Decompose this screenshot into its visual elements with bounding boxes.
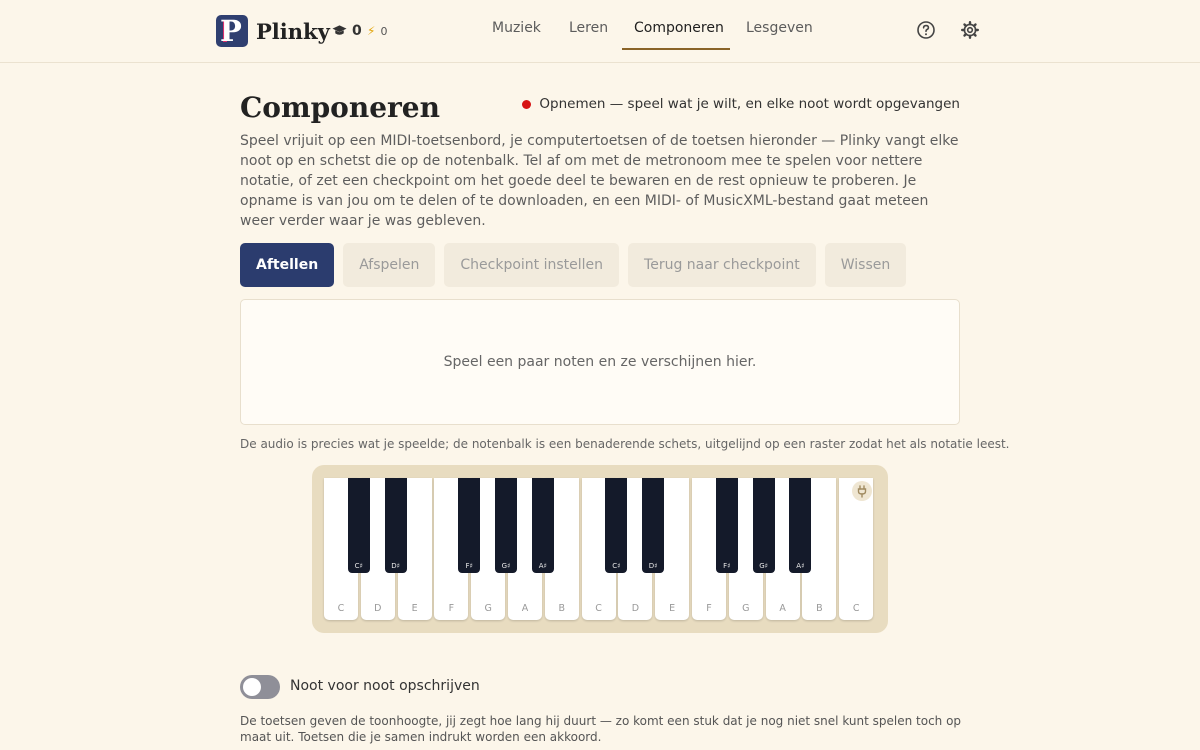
- black-key[interactable]: [348, 478, 370, 573]
- clear-button[interactable]: Wissen: [825, 243, 907, 287]
- recording-status-text: Opnemen — speel wat je wilt, en elke noot wordt opgevangen: [539, 96, 960, 112]
- black-key-label: C♯: [612, 562, 621, 570]
- mortarboard-counter: [332, 22, 362, 40]
- white-key-label: A: [521, 603, 529, 614]
- note-by-note-label: Noot voor noot opschrijven: [290, 678, 480, 694]
- black-key[interactable]: [458, 478, 480, 573]
- logo-letter: P: [220, 14, 242, 48]
- white-key-label: C: [852, 603, 860, 614]
- white-key-label: D: [631, 603, 640, 614]
- staff-empty-text: Speel een paar noten en ze verschijnen hier.: [443, 354, 757, 370]
- black-key-label: F♯: [723, 562, 731, 570]
- black-key-label: G♯: [759, 562, 768, 570]
- white-key-label: G: [742, 603, 750, 614]
- piano-keyboard: [312, 465, 888, 633]
- tab-leren[interactable]: Leren: [569, 20, 609, 36]
- intro-text: Speel vrijuit op een MIDI-toetsenbord, je computertoetsen of de toetsen hieronder — Plinky vangt elke noot op en schetst die op de notenbalk. Tel af om met de metronoom mee te spelen voor nettere notatie, of zet een checkpoint om het goede deel te bewaren en de rest opnieuw te proberen. Je opname is van jou om te delen of te downloaden, en een MIDI- of MusicXML-bestand gaat meteen weer verder waar je was gebleven.: [240, 133, 959, 229]
- plinky-logo[interactable]: [216, 15, 248, 47]
- recording-status: [522, 96, 960, 112]
- top-bar: [0, 0, 1200, 63]
- bolt-icon: ⚡: [367, 24, 376, 38]
- streak-counter: [367, 22, 387, 40]
- black-key[interactable]: [495, 478, 517, 573]
- gear-icon: [960, 20, 980, 40]
- black-key-label: A♯: [538, 562, 547, 570]
- white-key-label: A: [779, 603, 786, 614]
- white-key-label: C: [595, 603, 602, 614]
- streak-count: 0: [380, 24, 388, 38]
- white-key-label: B: [816, 603, 823, 614]
- black-key-label: A♯: [796, 562, 805, 570]
- toggle-knob: [243, 678, 261, 696]
- tab-componeren[interactable]: Componeren: [634, 20, 724, 36]
- mortarboard-icon: [332, 24, 347, 38]
- black-key-label: D♯: [391, 562, 400, 570]
- black-key[interactable]: [716, 478, 738, 573]
- black-key-label: F♯: [465, 562, 473, 570]
- white-key-label: G: [484, 603, 492, 614]
- black-key-label: D♯: [648, 562, 658, 570]
- page-title: Componeren: [240, 91, 440, 124]
- white-key-label: D: [374, 603, 382, 614]
- tab-muziek[interactable]: Muziek: [492, 20, 541, 36]
- countdown-button[interactable]: Aftellen: [240, 243, 334, 287]
- note-by-note-toggle[interactable]: [240, 675, 280, 699]
- black-key-label: C♯: [354, 562, 363, 570]
- white-key-label: F: [448, 603, 455, 614]
- white-key-label: F: [706, 603, 712, 614]
- black-key-label: G♯: [501, 562, 511, 570]
- mortarboard-count: 0: [352, 23, 362, 39]
- help-button[interactable]: [916, 20, 936, 40]
- back-to-checkpoint-button[interactable]: Terug naar checkpoint: [628, 243, 816, 287]
- white-key-label: B: [558, 603, 566, 614]
- app-name[interactable]: Plinky: [256, 19, 330, 44]
- black-key[interactable]: [532, 478, 554, 573]
- plug-icon: [852, 481, 872, 501]
- black-key[interactable]: [753, 478, 775, 573]
- black-key[interactable]: [605, 478, 627, 573]
- black-key[interactable]: [789, 478, 811, 573]
- white-key-label: E: [669, 603, 676, 614]
- recording-dot-icon: [522, 100, 531, 109]
- white-key-label: C: [337, 603, 345, 614]
- black-key[interactable]: [642, 478, 664, 573]
- help-icon: [916, 20, 936, 40]
- active-tab-indicator: [622, 48, 730, 50]
- white-key-label: E: [411, 603, 418, 614]
- play-button[interactable]: Afspelen: [343, 243, 435, 287]
- staff-note: De audio is precies wat je speelde; de notenbalk is een benaderende schets, uitgelijnd op een raster zodat het als notatie leest.: [240, 437, 1010, 451]
- midi-connect-button[interactable]: [852, 481, 872, 501]
- black-key[interactable]: [385, 478, 407, 573]
- set-checkpoint-button[interactable]: Checkpoint instellen: [444, 243, 619, 287]
- note-by-note-hint: De toetsen geven de toonhoogte, jij zegt hoe lang hij duurt — zo komt een stuk dat je nog niet snel kunt spelen toch op maat uit. Toetsen die je samen indrukt worden een akkoord.: [240, 714, 962, 744]
- staff-area: [240, 299, 960, 425]
- tab-lesgeven[interactable]: Lesgeven: [746, 20, 813, 36]
- settings-button[interactable]: [960, 20, 980, 40]
- toolbar: [240, 243, 906, 287]
